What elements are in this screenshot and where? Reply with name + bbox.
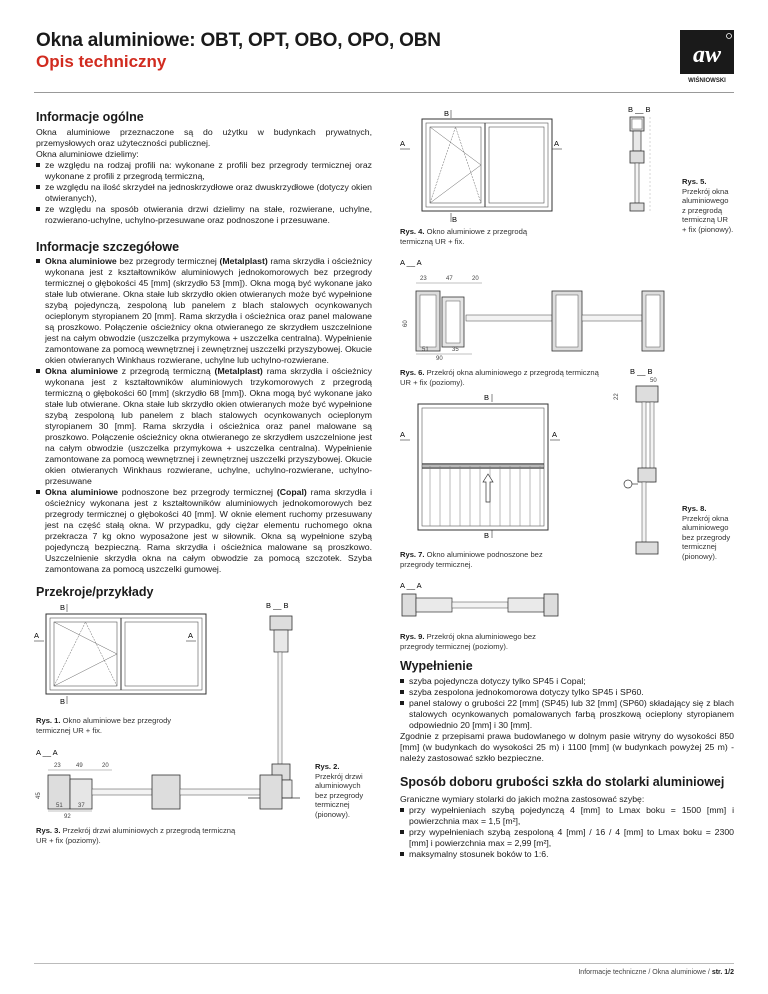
page-subtitle: Opis techniczny [36, 52, 167, 71]
general-intro: Okna aluminiowe przeznaczone są do użytku w budynkach prywatnych, przemysłowych oraz użyteczności publicznej. [36, 127, 372, 148]
list-item: szyba zespolona jednokomorowa dotyczy tylko SP45 i SP60. [400, 687, 734, 698]
figure-rys1 [36, 600, 216, 711]
dim-60: 60 [403, 320, 409, 327]
caption-rys7: Rys. 7. Okno aluminiowe podnoszone bez przegrody termicznej. [400, 550, 543, 569]
header-divider [34, 92, 734, 93]
list-item: Okna aluminiowe bez przegrody termicznej (Metalplast) rama skrzydła i ościeżnicy wykonana jest z kształtowników aluminiowych jednokomorowych bez przegrody termicznej o głębokości 45 [mm] (skrzydło 53 [mm]). Okna mogą być wykonane jako stałe lub otwierane. Okna stałe lub skrzydło okien otwieranych może być wypełnione szybą pojedynczą, zespoloną lub panelem z blach stalowych ocynkowanych ocieplonym styropianem 20 [mm]. Rama skrzydła i ościeżnica oraz panel malowane są proszkowo. Połączenie ościeżnicy okna otwieranego ze skrzydłem uszczelnione jest na całym obwodzie (uszczelka przymykowa + uszczelka centralna). Wypełnienie zamontowane za pomocą wewnętrznej i zewnętrznej uszczelki przyszybowej. Okucie okien otwieranych Winkhaus rozwierane, uchylne lub uchylno-rozwierane. [36, 256, 372, 366]
logo-brand: WIŚNIOWSKI [688, 78, 726, 84]
caption-rys2: Rys. 2. Przekrój drzwi aluminiowych bez przegrody termicznej (pionowy). [315, 762, 364, 819]
caption-rys9: Rys. 9. Przekrój okna aluminiowego bez przegrody termicznej (poziomy). [400, 632, 536, 651]
label-aa: A __ A [400, 258, 422, 267]
label-a: A [552, 430, 558, 439]
dim-23: 23 [420, 276, 427, 282]
label-a: A [554, 139, 560, 148]
list-item: Okna aluminiowe z przegrodą termiczną (Metalplast) rama skrzydła i ościeżnicy wykonana jest z kształtowników aluminiowych trzykomorowych z przegrodą termiczną o głębokości 60 [mm] (skrzydło 68 [mm]). Okna mogą być wykonane jako stałe lub otwierane. Okna stałe lub skrzydło okien otwieranych może być wypełnione szybą zespoloną lub panelem z blach stalowych ocynkowanych ocieplonym styropianem 30 [mm]. Rama skrzydła i ościeżnica oraz panel malowane są proszkowo. Połączenie ościeżnicy okna otwieranego ze skrzydłem uszczelnione jest na całym obwodzie (uszczelka przymykowa + uszczelka centralna). Wypełnienie zamontowane za pomocą wewnętrznej i zewnętrznej uszczelki przyszybowej. Okucie okien otwieranych Winkhaus rozwierane, uchylne, uchylno-rozwierane, uchylno-przesuwane [36, 366, 372, 487]
figure-rys3 [36, 745, 306, 828]
logo [680, 30, 734, 84]
figure-rys4 [400, 105, 580, 228]
label-bb: B __ B [266, 601, 289, 610]
caption-rys1: Rys. 1. Okno aluminiowe bez przegrody termicznej UR + fix. [36, 716, 172, 735]
label-bb: B __ B [628, 105, 651, 114]
label-aa: A __ A [400, 581, 422, 590]
figure-rys6 [400, 255, 680, 370]
logo-mark: aw [692, 42, 722, 68]
caption-rys8: Rys. 8. Przekrój okna aluminiowego bez przegrody termicznej (pionowy). [682, 504, 731, 561]
detailed-section [36, 256, 372, 575]
figure-rys5 [600, 103, 670, 220]
dim-49: 49 [76, 763, 83, 769]
general-division-intro: Okna aluminiowe dzielimy: [36, 149, 139, 159]
label-a: A [188, 631, 194, 640]
list-item: maksymalny stosunek boków to 1:6. [400, 849, 734, 860]
dim-20: 20 [472, 276, 479, 282]
dim-90: 90 [436, 356, 443, 362]
dim-92: 92 [64, 814, 71, 820]
label-aa: A __ A [36, 748, 58, 757]
dim-45: 45 [36, 792, 42, 799]
caption-rys3: Rys. 3. Przekrój drzwi aluminiowych z przegrodą termiczną UR + fix (poziomy). [36, 826, 236, 845]
list-item: szyba pojedyncza dotyczy tylko SP45 i Copal; [400, 676, 734, 687]
label-b: B [444, 109, 450, 118]
list-item: przy wypełnieniach szybą zespoloną 4 [mm] / 16 / 4 [mm] to Lmax boku = 2300 [mm] i powierzchnia max = 2,99 [m²], [400, 827, 734, 849]
heading-general: Informacje ogólne [36, 110, 144, 124]
footer-divider [34, 963, 734, 964]
page-title: Okna aluminiowe: OBT, OPT, OBO, OPO, OBN [36, 30, 441, 51]
dim-35: 35 [452, 347, 459, 353]
label-a: A [34, 631, 40, 640]
dim-22: 22 [614, 393, 620, 400]
dim-23: 23 [54, 763, 61, 769]
glass-intro: Graniczne wymiary stolarki do jakich można zastosować szybę: [400, 794, 645, 804]
label-b: B [60, 603, 66, 612]
list-item: ze względu na rodzaj profili na: wykonane z profili bez przegrody termicznej oraz wykonane z profili z przegrodą termiczną, [36, 160, 372, 182]
label-b: B [484, 393, 490, 402]
label-bb: B __ B [630, 367, 653, 376]
filling-section [400, 676, 734, 764]
figure-rys9 [400, 580, 560, 627]
dim-51: 51 [56, 803, 63, 809]
dim-50: 50 [650, 378, 657, 384]
label-a: A [400, 139, 406, 148]
list-item: ze względu na sposób otwierania drzwi dzielimy na stałe, rozwierane, uchylne, rozwierano-uchylne, uchylno-przesuwane oraz podnoszone i przesuwane. [36, 204, 372, 226]
figure-rys7 [400, 390, 580, 545]
dim-37: 37 [78, 803, 85, 809]
label-b: B [484, 531, 490, 540]
list-item: panel stalowy o grubości 22 [mm] (SP45) lub 32 [mm] (SP60) składający się z blach stalowych ocynkowanych pomalowanych farbą proszkową ocieplony styropianem odpowiednio 20 [mm] i 30 [mm]. [400, 698, 734, 731]
label-a: A [400, 430, 406, 439]
figure-rys8 [612, 366, 674, 571]
dim-47: 47 [446, 276, 453, 282]
page-number: str. 1/2 [711, 969, 734, 976]
list-item: przy wypełnieniach szybą pojedynczą 4 [mm] to Lmax boku = 1500 [mm] i powierzchnia max = 1,5 [m²], [400, 805, 734, 827]
dim-51: 51 [422, 347, 429, 353]
filling-note: Zgodnie z przepisami prawa budowlanego w dolnym pasie witryny do wysokości 850 [mm] (w budynkach do wysokości 25 m) i 1100 [mm] (w budynkach powyżej 25 m) - należy zastosować szkło bezpieczne. [400, 731, 734, 763]
footer: Informacje techniczne / Okna aluminiowe / str. 1/2 [578, 969, 734, 976]
heading-sections: Przekroje/przykłady [36, 585, 154, 599]
glass-section [400, 794, 734, 860]
caption-rys6: Rys. 6. Przekrój okna aluminiowego z przegrodą termiczną UR + fix (poziomy). [400, 368, 599, 387]
general-section [36, 127, 372, 226]
label-b: B [452, 215, 458, 224]
dim-20: 20 [102, 763, 109, 769]
heading-glass: Sposób doboru grubości szkła do stolarki aluminiowej [400, 775, 725, 789]
caption-rys5: Rys. 5. Przekrój okna aluminiowego z przegrodą termiczną UR + fix (pionowy). [682, 177, 734, 234]
general-list [36, 160, 372, 226]
caption-rys4: Rys. 4. Okno aluminiowe z przegrodą termiczną UR + fix. [400, 227, 528, 246]
heading-filling: Wypełnienie [400, 659, 473, 673]
list-item: Okna aluminiowe podnoszone bez przegrody termicznej (Copal) rama skrzydła i ościeżnicy wykonana jest z kształtowników aluminiowych jednokomorowych bez przegrody termicznej o głębokości 40 [mm]. W oknie element ruchomy przesuwany jest na część stałą okna. W przypadku, gdy ciężar elementu ruchomego okna przekracza 7 kg okno wyposażone jest w siłownik. Okna są wypełnione szybą pojedynczą bezpieczną. Rama skrzydła i ościeżnica malowane są proszkowo. Uszczelnienie skrzydła okna na całym obwodzie za pomocą szczotek. Szyba zamontowana za pomocą uszczelki gumowej. [36, 487, 372, 575]
heading-detailed: Informacje szczegółowe [36, 240, 180, 254]
list-item: ze względu na ilość skrzydeł na jednoskrzydłowe oraz dwuskrzydłowe (dotyczy okien otwieranych), [36, 182, 372, 204]
label-b: B [60, 697, 66, 706]
